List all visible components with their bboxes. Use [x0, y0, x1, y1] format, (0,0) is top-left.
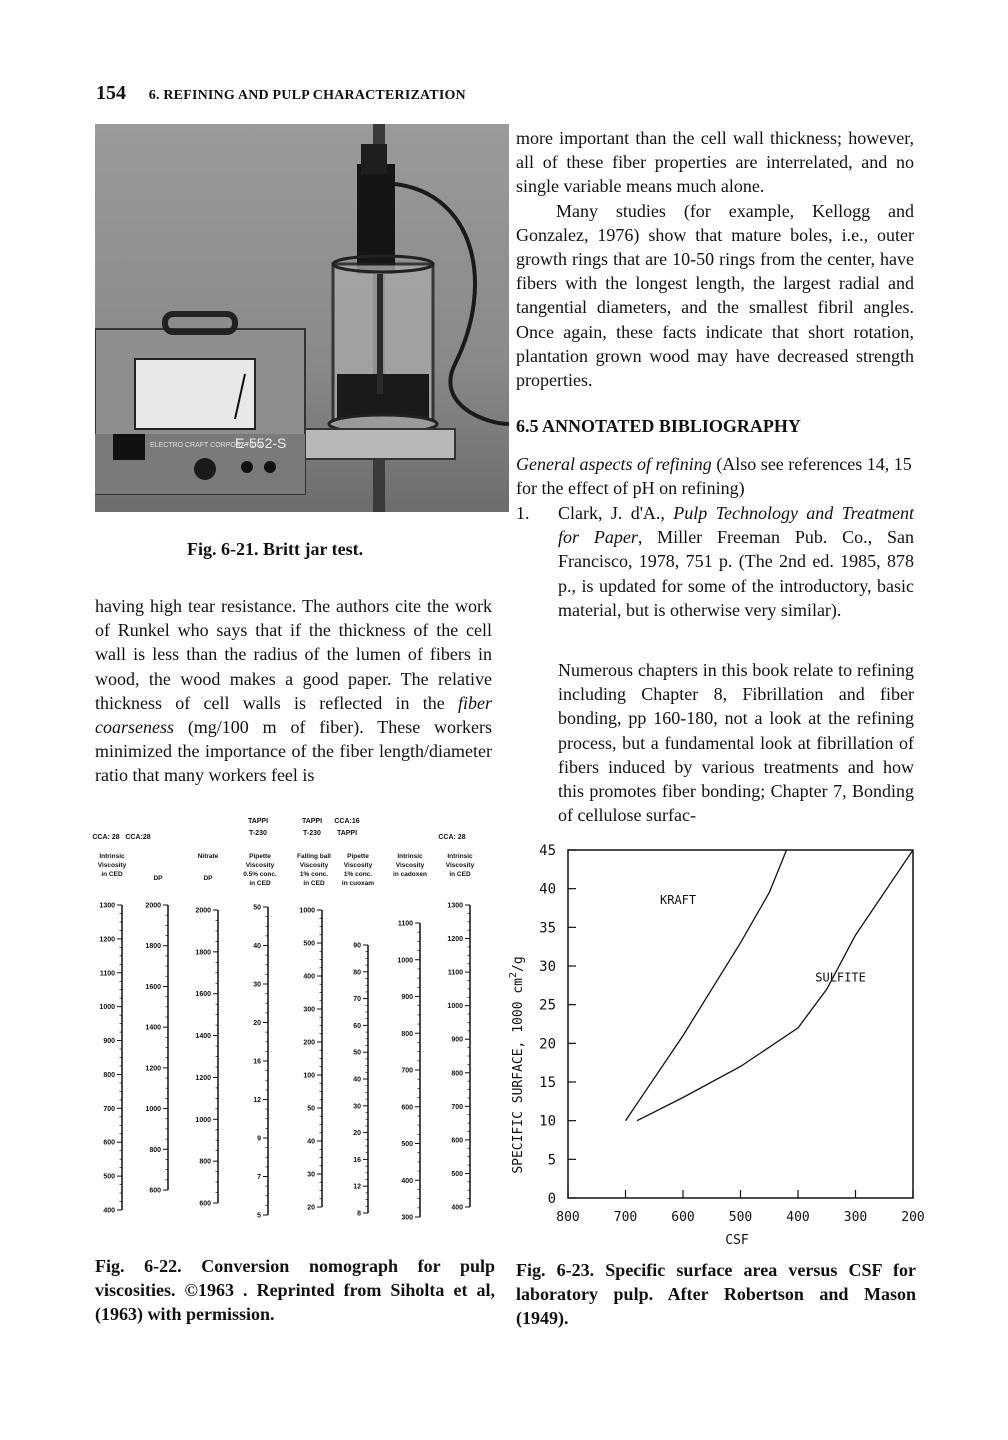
y-axis-label	[508, 956, 526, 1173]
nomograph-column-header: Pipette	[347, 853, 369, 860]
fig-6-22-caption: Fig. 6-22. Conversion nomograph for pulp viscosities. ©1963 . Reprinted from Siholta et al, (1963) with permission.	[95, 1256, 495, 1324]
page-number: 154	[96, 82, 126, 104]
series-label-sulfite: SULFITE	[815, 970, 866, 985]
nomograph-column-header: in CED	[449, 871, 471, 878]
nomograph-tick-label: 1300	[99, 902, 115, 910]
nomograph-column-header: in cadoxen	[393, 871, 427, 878]
dial-label: E-552-S	[235, 435, 287, 451]
nomograph-tick-label: 1200	[99, 936, 115, 944]
y-tick-label: 5	[547, 1152, 556, 1169]
x-tick-label: 800	[556, 1210, 580, 1225]
nomograph-tick-label: 50	[353, 1049, 361, 1057]
nomograph-tick-label: 900	[401, 994, 413, 1001]
nomograph-tick-label: 20	[307, 1204, 315, 1212]
nomograph-tick-label: 800	[103, 1071, 115, 1079]
nomograph-tick-label: 500	[451, 1170, 463, 1178]
nomograph-column-header: Viscosity	[97, 862, 127, 869]
nomograph-top-label: CCA:16	[334, 818, 360, 825]
nomograph-tick-label: 1400	[195, 1033, 211, 1041]
nomograph-tick-label: 2000	[145, 902, 161, 910]
nomograph-tick-label: 1800	[195, 949, 211, 957]
nomograph-tick-label: 800	[451, 1070, 463, 1078]
nomograph-tick-label: 900	[103, 1038, 115, 1046]
nomograph-tick-label: 16	[353, 1156, 361, 1164]
x-tick-label: 600	[671, 1210, 695, 1225]
left-paragraph	[95, 594, 492, 788]
nomograph-tick-label: 600	[199, 1200, 211, 1208]
x-tick-label: 200	[901, 1210, 925, 1225]
nomograph-tick-label: 50	[253, 904, 261, 912]
left-text-part1: having high tear resistance. The authors cite the work of Runkel who says that if the thickness of the cell wall is less than the radius of the lumen of fibers in wood, the wood makes a good paper. The relative thickness of cell walls is reflected in the	[95, 596, 492, 713]
nomograph-column-header: Viscosity	[445, 862, 475, 869]
nomograph-tick-label: 1600	[195, 991, 211, 999]
nomograph-column-header: Viscosity	[299, 862, 329, 869]
y-tick-label: 40	[539, 881, 556, 898]
x-tick-label: 700	[613, 1210, 638, 1225]
brand-label: ELECTRO CRAFT CORPORATION	[150, 442, 262, 449]
nomograph-column-header: Pipette	[249, 853, 271, 860]
nomograph-tick-label: 40	[353, 1076, 361, 1084]
nomograph-tick-label: 9	[257, 1135, 261, 1143]
fig-6-21-caption: Fig. 6-21. Britt jar test.	[187, 539, 364, 559]
nomograph-tick-label: 800	[199, 1158, 211, 1166]
nomograph-top-label: TAPPI	[301, 818, 323, 825]
y-tick-label: 45	[539, 843, 556, 859]
x-tick-label: 300	[843, 1210, 868, 1225]
nomograph-tick-label: 1100	[447, 969, 463, 977]
y-axis-label-text: SPECIFIC SURFACE, 1000 cm	[511, 978, 526, 1174]
nomograph-tick-label: 60	[353, 1022, 361, 1030]
nomograph-column-header: in CED	[101, 871, 123, 878]
nomograph-tick-label: 1000	[447, 1003, 463, 1011]
y-tick-label: 25	[539, 997, 556, 1014]
nomograph-tick-label: 20	[253, 1020, 261, 1027]
y-tick-label: 35	[539, 920, 556, 937]
nomograph-column-header: Intrinsic	[99, 853, 125, 860]
page-header	[96, 82, 466, 105]
nomograph-tick-label: 5	[257, 1212, 261, 1220]
nomograph-tick-label: 20	[353, 1130, 361, 1138]
nomograph-column-header: Intrinsic	[397, 853, 423, 860]
nomograph-tick-label: 1000	[299, 907, 315, 915]
general-aspects-rest: (Also see references 14, 15 for the effect of pH on refining)	[516, 454, 912, 499]
nomograph-tick-label: 16	[253, 1058, 261, 1066]
nomograph-tick-label: 90	[353, 942, 361, 950]
nomograph-tick-label: 7	[257, 1174, 261, 1181]
ref-1-author: Clark, J. d'A.,	[558, 503, 674, 523]
nomograph-tick-label: 600	[103, 1139, 115, 1147]
right-para-1: more important than the cell wall thickness; however, all of these fiber properties are interrelated, and no single variable means much alone.	[516, 128, 914, 197]
plot-frame	[568, 850, 913, 1198]
nomograph-top-label: TAPPI	[247, 818, 269, 825]
right-column-top	[516, 126, 914, 392]
nomograph-tick-label: 400	[103, 1207, 115, 1215]
nomograph-tick-label: 600	[401, 1104, 413, 1112]
nomograph-tick-label: 100	[303, 1072, 315, 1080]
nomograph-tick-label: 40	[253, 943, 261, 950]
nomograph-tick-label: 800	[401, 1030, 413, 1038]
ref-1-number: 1.	[516, 503, 530, 523]
nomograph-tick-label: 1000	[99, 1004, 115, 1012]
specific-surface-chart	[505, 840, 925, 1260]
nomograph-column-header: DP	[203, 875, 213, 882]
nomograph-tick-label: 500	[303, 940, 315, 948]
nomograph-tick-label: 70	[353, 996, 361, 1004]
section-title: 6.5 ANNOTATED BIBLIOGRAPHY	[516, 416, 801, 436]
nomograph-column-header: 1% conc.	[343, 871, 373, 878]
nomograph-tick-label: 400	[401, 1177, 413, 1185]
nomograph-cca-label: CCA:28	[125, 834, 151, 841]
nomograph-tick-label: 1200	[195, 1074, 211, 1082]
y-axis-label-super: 2	[508, 971, 519, 979]
nomograph-column-header: in cuoxam	[341, 880, 375, 887]
nomograph-tick-label: 1100	[397, 920, 413, 928]
nomograph-tick-label: 700	[451, 1103, 463, 1111]
nomograph-tick-label: 30	[307, 1171, 315, 1179]
ref-1-rest: , Miller Freeman Pub. Co., San Francisco, 1978, 751 p. (The 2nd ed. 1985, 878 p., is updated for some of the introductory, basic material, but is otherwise very similar).	[558, 527, 915, 620]
nomograph-tick-label: 1200	[145, 1065, 161, 1073]
series-line-kraft	[626, 850, 787, 1121]
nomograph-column-header: Viscosity	[245, 862, 275, 869]
nomograph-tick-label: 800	[149, 1146, 161, 1154]
nomograph-tick-label: 600	[451, 1137, 463, 1145]
ref-1-note: Numerous chapters in this book relate to refining including Chapter 8, Fibrillation and fiber bonding, pp 160-180, not a look at the refining process, but a fundamental look at fibrillation of fibers induced by various treatments and how this promotes fiber bonding; Chapter 7, Bonding of cellulose surfac-	[558, 660, 914, 826]
nomograph-tick-label: 1100	[99, 970, 115, 978]
nomograph-column-header: Nitrate	[197, 853, 219, 860]
nomograph-tick-label: 1300	[447, 902, 463, 910]
nomograph-tick-label: 1000	[195, 1116, 211, 1124]
nomograph-tick-label: 700	[103, 1105, 115, 1113]
nomograph-tick-label: 500	[401, 1141, 413, 1148]
nomograph-column-header: in CED	[249, 880, 271, 887]
nomograph-tick-label: 12	[253, 1097, 261, 1104]
running-title: 6. REFINING AND PULP CHARACTERIZATION	[148, 88, 466, 103]
nomograph-tick-label: 500	[103, 1173, 115, 1181]
nomograph-tick-label: 12	[353, 1183, 361, 1191]
nomograph-tick-label: 40	[307, 1138, 315, 1146]
nomograph-tick-label: 400	[451, 1204, 463, 1212]
nomograph-column-header: Viscosity	[395, 862, 425, 869]
series-line-sulfite	[637, 850, 913, 1121]
nomograph-tick-label: 2000	[195, 907, 211, 915]
nomograph-tick-label: 1000	[397, 957, 413, 965]
nomograph-tick-label: 1400	[145, 1024, 161, 1032]
nomograph-tick-label: 30	[353, 1103, 361, 1111]
nomograph-column-header: in CED	[303, 880, 325, 887]
nomograph-column-header: 0.5% conc.	[243, 871, 277, 878]
nomograph-tick-label: 8	[357, 1210, 361, 1218]
x-tick-label: 500	[728, 1210, 753, 1225]
nomograph-tick-label: 600	[149, 1187, 161, 1195]
y-axis-label-unit: /g	[511, 956, 526, 972]
nomograph-tick-label: 1200	[447, 936, 463, 944]
nomograph-tick-label: 1800	[145, 943, 161, 951]
right-para-2: Many studies (for example, Kellogg and Gonzalez, 1976) show that mature boles, i.e., outer growth rings that are 10-50 rings from the center, have fibers with the longest length, the largest radial and tangential diameters, and the smallest fibril angles. Once again, these facts indicate that short rotation, plantation grown wood may have decreased strength properties.	[516, 200, 914, 391]
nomograph-top-label: T-230	[303, 830, 321, 837]
series-label-kraft: KRAFT	[660, 893, 697, 908]
fiber-coarseness-term: fiber coarseness	[95, 692, 492, 738]
nomograph-tick-label: 30	[253, 981, 261, 989]
ref-1-title: Pulp Technology and Treatment for Paper	[558, 503, 914, 548]
nomograph-tick-label: 1600	[145, 983, 161, 991]
nomograph-tick-label: 200	[303, 1039, 315, 1047]
y-tick-label: 10	[539, 1113, 556, 1130]
svg-text:SPECIFIC SURFACE, 1000 cm2/g	[508, 956, 526, 1173]
nomograph-column-header: 1% conc.	[299, 871, 329, 878]
nomograph-tick-label: 700	[401, 1067, 413, 1075]
x-tick-label: 400	[786, 1210, 810, 1225]
left-text-part2: (mg/100 m of fiber). These workers minimized the importance of the fiber length/diameter ratio that many workers feel is	[95, 717, 492, 786]
nomograph-cca-label: CCA: 28	[438, 834, 466, 841]
britt-jar-photo	[95, 124, 509, 512]
nomograph-cca-label: CCA: 28	[92, 834, 120, 841]
general-aspects	[516, 452, 914, 500]
viscosity-nomograph	[90, 815, 500, 1225]
nomograph-tick-label: 900	[451, 1036, 463, 1044]
nomograph-tick-label: 50	[307, 1105, 315, 1113]
x-axis-label: CSF	[725, 1233, 749, 1248]
nomograph-column-header: Falling ball	[297, 853, 331, 860]
y-tick-label: 20	[539, 1036, 556, 1053]
nomograph-column-header: Intrinsic	[447, 853, 473, 860]
fig-6-23-caption: Fig. 6-23. Specific surface area versus CSF for laboratory pulp. After Robertson and Mason (1949).	[516, 1260, 916, 1328]
nomograph-top-label: TAPPI	[336, 830, 358, 837]
nomograph-tick-label: 1000	[145, 1106, 161, 1114]
nomograph-tick-label: 400	[303, 973, 315, 981]
reference-1	[516, 501, 914, 622]
y-tick-label: 0	[547, 1191, 556, 1207]
nomograph-column-header: DP	[153, 875, 163, 882]
general-aspects-italic: General aspects of refining	[516, 454, 712, 474]
y-tick-label: 30	[539, 959, 556, 975]
nomograph-column-header: Viscosity	[343, 862, 373, 869]
y-tick-label: 15	[539, 1075, 556, 1091]
nomograph-tick-label: 300	[303, 1006, 315, 1014]
nomograph-tick-label: 300	[401, 1214, 413, 1222]
nomograph-tick-label: 80	[353, 969, 361, 977]
nomograph-top-label: T-230	[249, 830, 267, 837]
